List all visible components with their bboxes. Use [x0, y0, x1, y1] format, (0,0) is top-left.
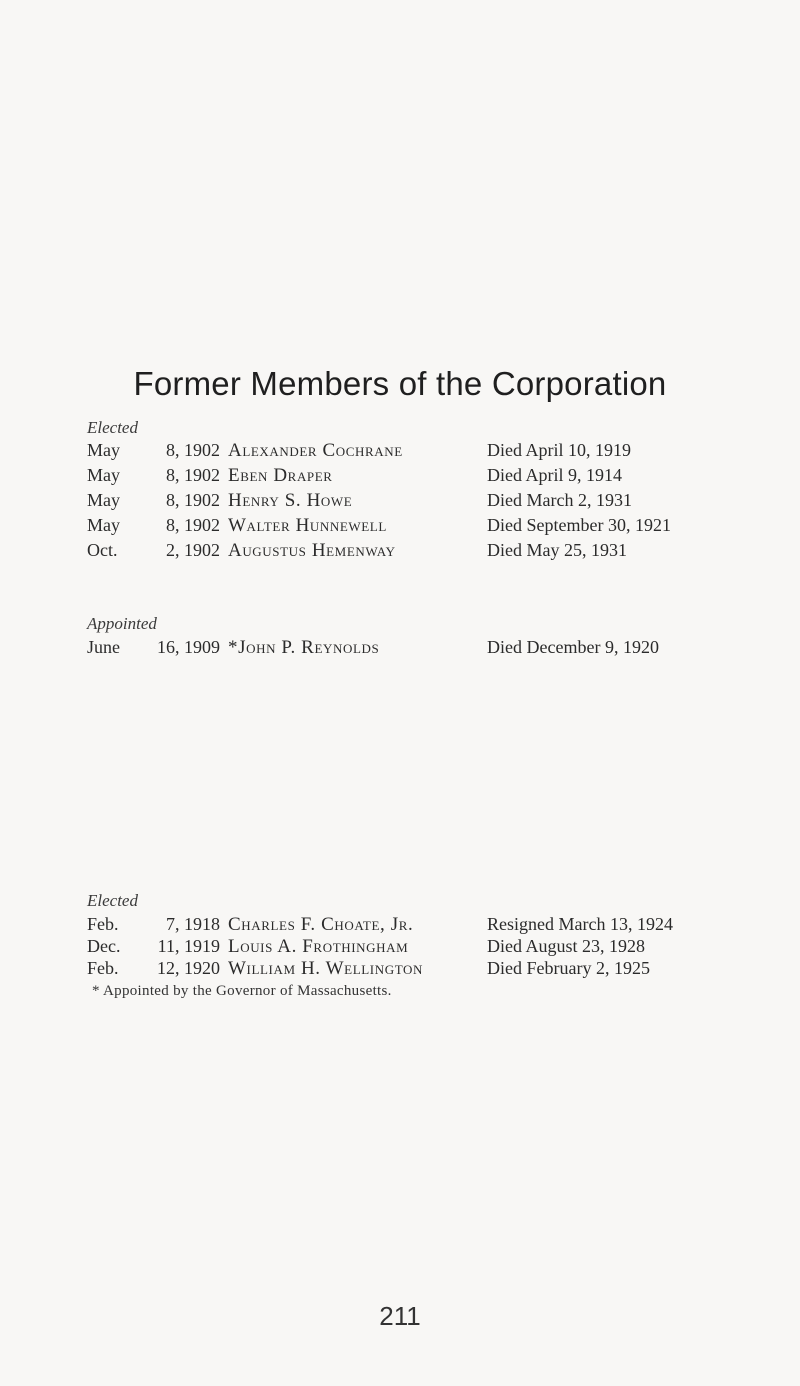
footnote: * Appointed by the Governor of Massachusetts. [92, 983, 392, 999]
member-name: Charles F. Choate, Jr. [228, 914, 414, 935]
member-row [0, 490, 800, 514]
section-label-elected: Elected [87, 418, 138, 437]
member-name: *John P. Reynolds [228, 637, 380, 658]
member-name: Henry S. Howe [228, 490, 353, 511]
member-date: 8, 1902 [166, 465, 220, 485]
page-number: 211 [379, 1301, 421, 1331]
member-date: 12, 1920 [157, 958, 220, 978]
member-month: May [87, 465, 120, 485]
member-status: Died February 2, 1925 [487, 958, 650, 978]
member-date: 16, 1909 [157, 637, 220, 657]
member-name: William H. Wellington [228, 958, 423, 979]
member-status: Died April 10, 1919 [487, 440, 631, 460]
member-row [0, 515, 800, 539]
member-row [0, 637, 800, 661]
member-month: Oct. [87, 540, 118, 560]
member-status: Died August 23, 1928 [487, 936, 646, 956]
member-month: Feb. [87, 958, 119, 978]
section-label-appointed: Appointed [87, 614, 157, 633]
member-month: May [87, 515, 120, 535]
page-title: Former Members of the Corporation [133, 365, 667, 402]
member-name: Alexander Cochrane [228, 440, 403, 461]
member-month: May [87, 440, 120, 460]
member-status: Resigned March 13, 1924 [487, 914, 673, 934]
member-date: 11, 1919 [157, 936, 220, 956]
member-row [0, 465, 800, 489]
member-date: 8, 1902 [166, 490, 220, 510]
section-label-elected-2: Elected [87, 891, 138, 910]
member-status: Died April 9, 1914 [487, 465, 622, 485]
member-status: Died December 9, 1920 [487, 637, 659, 657]
member-row [0, 914, 800, 938]
member-name: Eben Draper [228, 465, 333, 486]
member-status: Died September 30, 1921 [487, 515, 671, 535]
member-row [0, 958, 800, 982]
member-status: Died May 25, 1931 [487, 540, 627, 560]
member-month: Dec. [87, 936, 121, 956]
member-date: 7, 1918 [166, 914, 220, 934]
member-status: Died March 2, 1931 [487, 490, 632, 510]
member-date: 8, 1902 [166, 515, 220, 535]
member-month: June [87, 637, 120, 657]
member-row [0, 540, 800, 564]
member-row [0, 936, 800, 960]
member-date: 2, 1902 [166, 540, 220, 560]
member-name: Walter Hunnewell [228, 515, 387, 536]
member-name: Louis A. Frothingham [228, 936, 409, 957]
member-date: 8, 1902 [166, 440, 220, 460]
member-month: May [87, 490, 120, 510]
member-row [0, 440, 800, 464]
member-month: Feb. [87, 914, 119, 934]
member-name: Augustus Hemenway [228, 540, 396, 561]
